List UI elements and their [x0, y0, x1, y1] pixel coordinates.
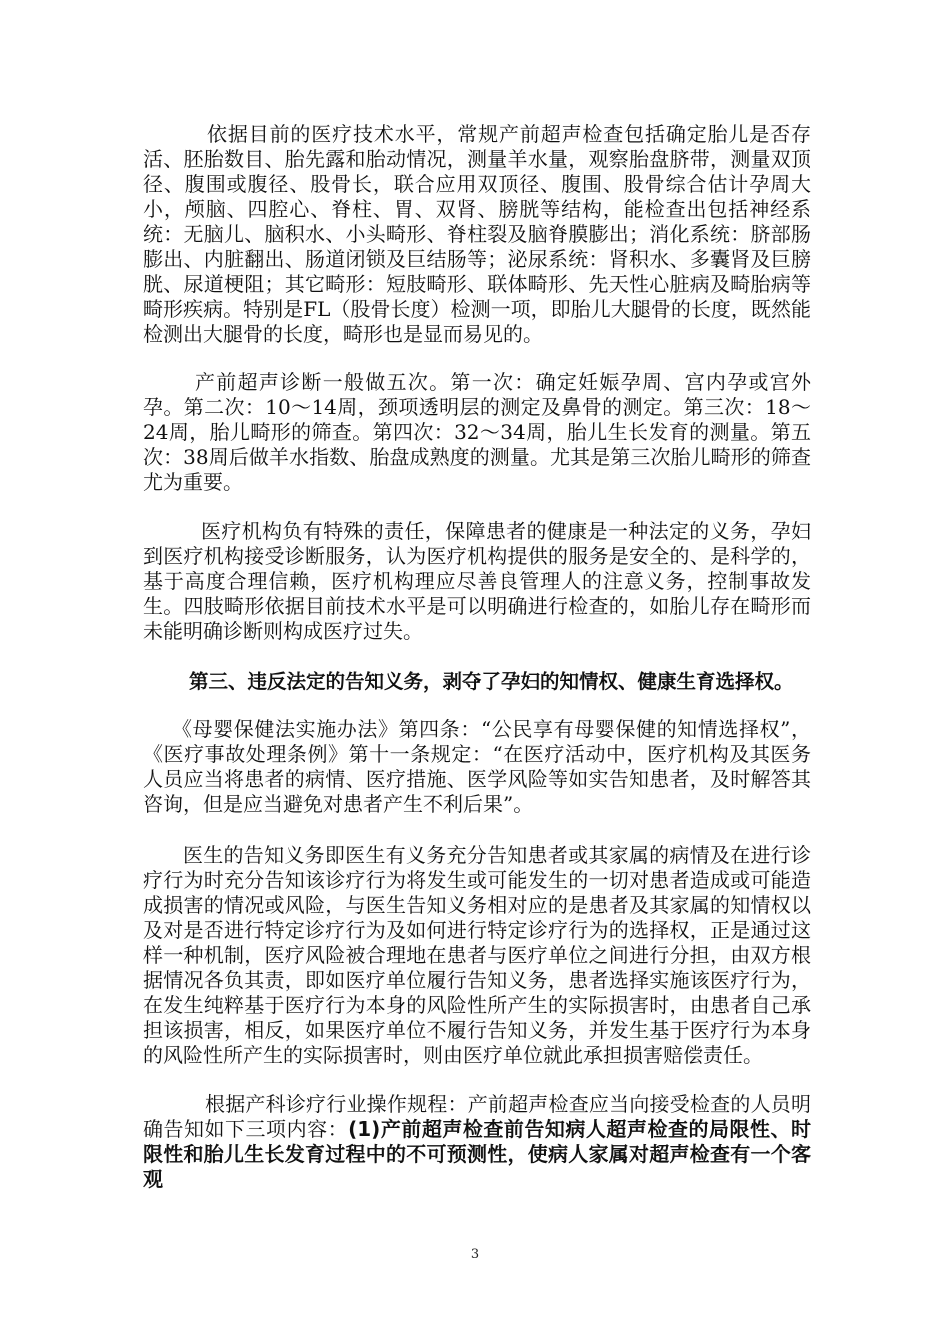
paragraph-ultrasound-scope: 依据目前的医疗技术水平，常规产前超声检查包括确定胎儿是否存活、胚胎数目、胎先露和胎动情况，测量羊水量，观察胎盘脐带，测量双顶径、腹围或腹径、股骨长，联合应用双顶径、腹围、股骨综合估计孕周大小，颅脑、四腔心、脊柱、胃、双肾、膀胱等结构，能检查出包括神经系统：无脑儿、脑积水、小头畸形、脊柱裂及脑脊膜膨出；消化系统：脐部肠膨出、内脏翻出、肠道闭锁及巨结肠等；泌尿系统：肾积水、多囊肾及巨膀胱、尿道梗阻；其它畸形：短肢畸形、联体畸形、先天性心脏病及畸胎病等畸形疾病。特别是FL（股骨长度）检测一项，即胎儿大腿骨的长度，既然能检测出大腿骨的长度，畸形也是显而易见的。 — [143, 122, 811, 346]
paragraph-ultrasound-schedule: 产前超声诊断一般做五次。第一次：确定妊娠孕周、宫内孕或宫外孕。第二次：10～14周，颈项透明层的测定及鼻骨的测定。第三次：18～24周，胎儿畸形的筛查。第四次：32～34周，胎儿生长发育的测量。第五次：38周后做羊水指数、胎盘成熟度的测量。尤其是第三次胎儿畸形的筛查尤为重要。 — [143, 370, 811, 494]
operating-rules-bold-text: (1)产前超声检查前告知病人超声检查的局限性、时限性和胎儿生长发育过程中的不可预测性，使病人家属对超声检查有一个客观 — [143, 1117, 812, 1191]
paragraph-operating-rules — [143, 1092, 811, 1192]
paragraph-institution-duty: 医疗机构负有特殊的责任，保障患者的健康是一种法定的义务，孕妇到医疗机构接受诊断服务，认为医疗机构提供的服务是安全的、是科学的，基于高度合理信赖，医疗机构理应尽善良管理人的注意义务，控制事故发生。四肢畸形依据目前技术水平是可以明确进行检查的，如胎儿存在畸形而未能明确诊断则构成医疗过失。 — [143, 519, 811, 643]
page-number: 3 — [470, 1247, 480, 1262]
operating-rules-text: 根据产科诊疗行业操作规程：产前超声检查应当向接受检查的人员明确告知如下三项内容： — [143, 1092, 811, 1141]
section-heading-third: 第三、违反法定的告知义务，剥夺了孕妇的知情权、健康生育选择权。 — [189, 670, 794, 693]
paragraph-disclosure-duty: 医生的告知义务即医生有义务充分告知患者或其家属的病情及在进行诊疗行为时充分告知该诊疗行为将发生或可能发生的一切对患者造成或可能造成损害的情况或风险，与医生告知义务相对应的是患者及其家属的知情权以及对是否进行特定诊疗行为及如何进行特定诊疗行为的选择权，正是通过这样一种机制，医疗风险被合理地在患者与医疗单位之间进行分担，由双方根据情况各负其责，即如医疗单位履行告知义务，患者选择实施该医疗行为，在发生纯粹基于医疗行为本身的风险性所产生的实际损害时，由患者自己承担该损害，相反，如果医疗单位不履行告知义务，并发生基于医疗行为本身的风险性所产生的实际损害时，则由医疗单位就此承担损害赔偿责任。 — [143, 843, 811, 1067]
document-body — [143, 122, 811, 1192]
paragraph-legal-citation: 《母婴保健法实施办法》第四条：“公民享有母婴保健的知情选择权”，《医疗事故处理条例》第十一条规定：“在医疗活动中，医疗机构及其医务人员应当将患者的病情、医疗措施、医学风险等如实告知患者，及时解答其咨询，但是应当避免对患者产生不利后果”。 — [143, 717, 811, 816]
